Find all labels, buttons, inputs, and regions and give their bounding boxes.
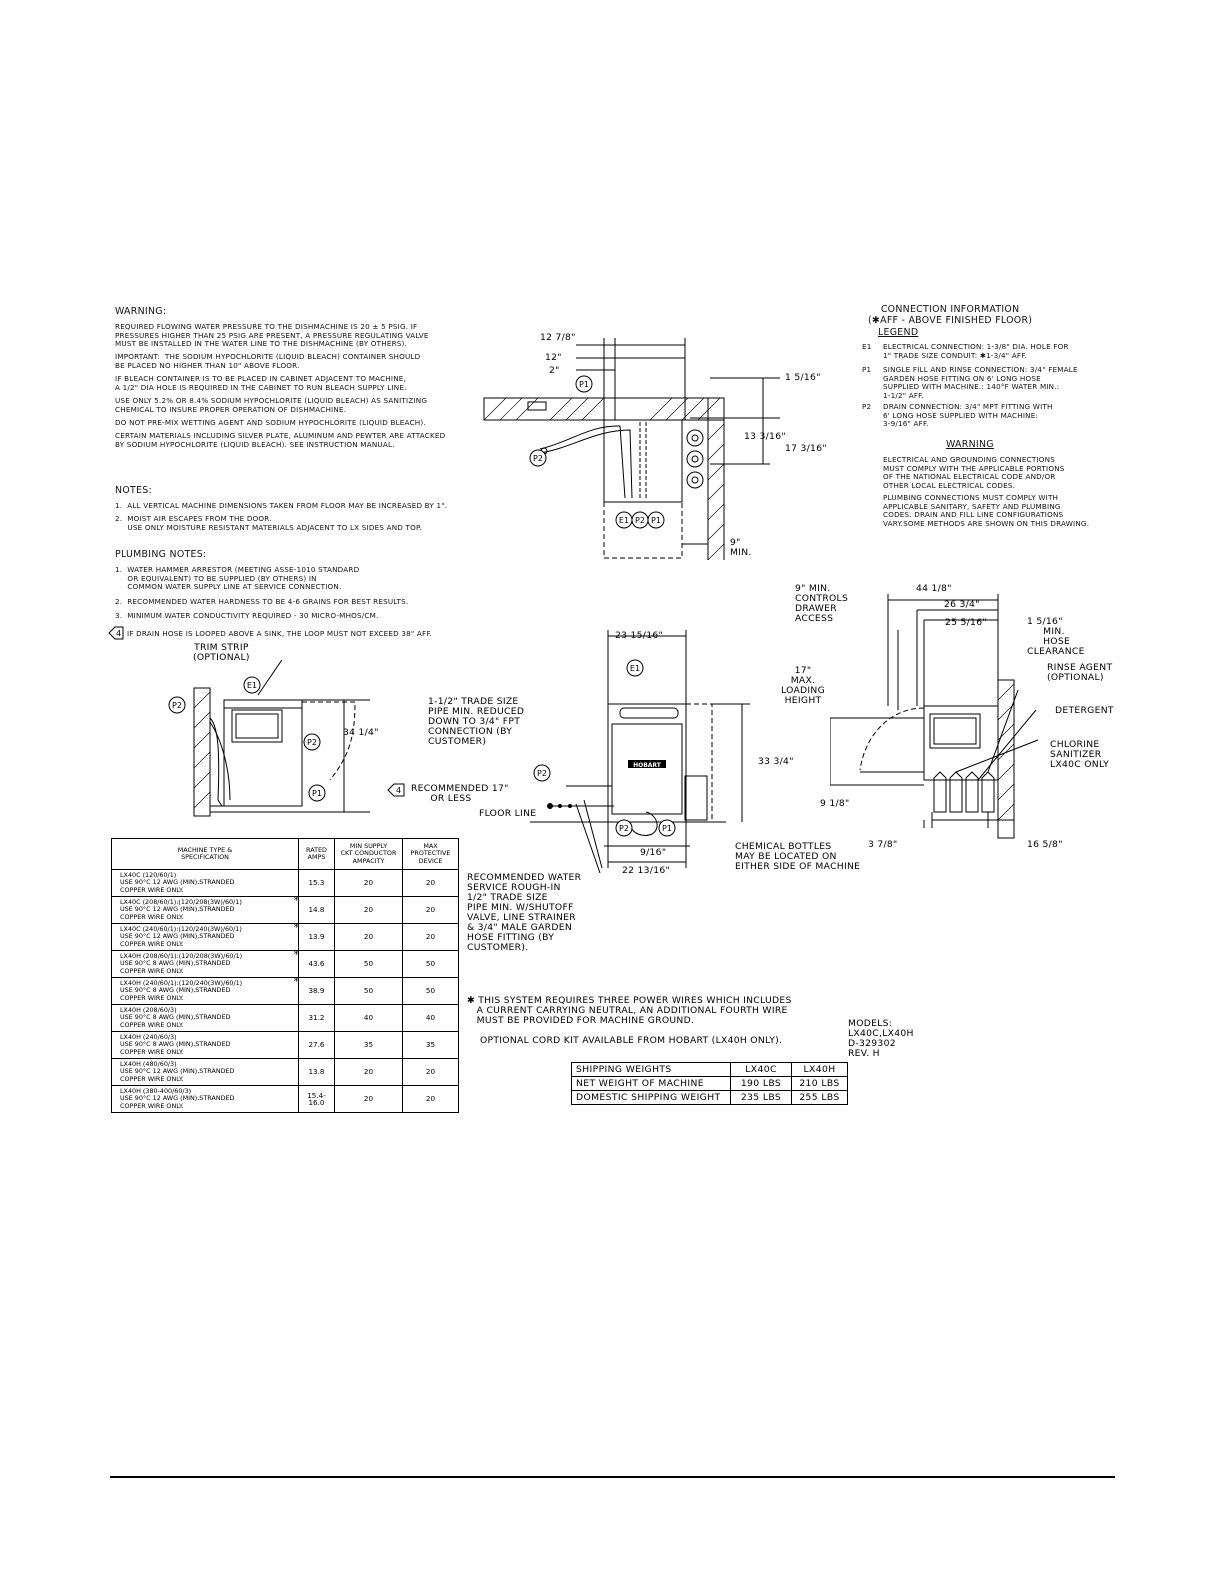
dim-26-3-4: 26 3/4" bbox=[944, 599, 980, 610]
plumbing-notes-title: PLUMBING NOTES: bbox=[115, 549, 207, 560]
legend-title: LEGEND bbox=[878, 327, 919, 338]
dim-16-5-8: 16 5/8" bbox=[1027, 839, 1063, 850]
asterisk-marker: * bbox=[293, 894, 299, 907]
dim-9-16: 9/16" bbox=[640, 847, 667, 858]
dim-44-1-8: 44 1/8" bbox=[916, 583, 952, 594]
trim-strip-label: TRIM STRIP (OPTIONAL) bbox=[193, 642, 250, 663]
spec-min-cell: 20 bbox=[335, 1086, 403, 1113]
spec-amps-cell: 14.8 bbox=[299, 897, 335, 924]
table-row bbox=[112, 1032, 459, 1059]
table-row bbox=[112, 951, 459, 978]
table-row bbox=[112, 978, 459, 1005]
spec-cell: LX40H (240/60/1):(120/240(3W)/60/1) USE 90°C 8 AWG (MIN),STRANDED COPPER WIRE ONLY. * bbox=[112, 978, 299, 1005]
footer-rule bbox=[110, 1476, 1115, 1478]
warning-block bbox=[115, 323, 445, 454]
spec-amps-cell: 13.8 bbox=[299, 1059, 335, 1086]
spec-max-cell: 35 bbox=[403, 1032, 459, 1059]
table-row bbox=[572, 1091, 848, 1105]
spec-cell: LX40C (120/60/1) USE 90°C 12 AWG (MIN),STRANDED COPPER WIRE ONLY. bbox=[112, 870, 299, 897]
spec-max-cell: 20 bbox=[403, 1059, 459, 1086]
right-side-view-drawing bbox=[830, 590, 1050, 840]
connection-warning-plumbing: PLUMBING CONNECTIONS MUST COMPLY WITH APPLICABLE SANITARY, SAFETY AND PLUMBING CODES. DRAIN AND FILL LINE CONFIGURATIONS VARY.SOME METHODS ARE SHOWN ON THIS DRAWING. bbox=[883, 493, 1090, 528]
ship-row-value: 190 LBS bbox=[731, 1077, 792, 1091]
spec-max-cell: 20 bbox=[403, 1086, 459, 1113]
ship-header-lx40c: LX40C bbox=[731, 1063, 792, 1077]
plumbing-notes-block: 1. WATER HAMMER ARRESTOR (MEETING ASSE-1010 STANDARD OR EQUIVALENT) TO BE SUPPLIED (BY OTHERS) IN COMMON WATER SUPPLY LINE AT SERVICE CONNECTION. 2. RECOMMENDED WATER HARDNESS TO BE 4-6 GRAINS FOR BEST RESULTS. 3. MINIMUM WATER CONDUCTIVITY REQUIRED - 30 MICRO-MHOS/CM. bbox=[115, 565, 409, 621]
spec-amps-cell: 43.6 bbox=[299, 951, 335, 978]
left-side-view-drawing bbox=[160, 660, 380, 820]
recommended-17-label: RECOMMENDED 17" OR LESS bbox=[411, 783, 509, 804]
spec-max-cell: 40 bbox=[403, 1005, 459, 1032]
dim-9-min: 9" MIN. bbox=[730, 537, 752, 558]
spec-cell: LX40H (480/60/3) USE 90°C 12 AWG (MIN),STRANDED COPPER WIRE ONLY. bbox=[112, 1059, 299, 1086]
ship-row-value: 210 LBS bbox=[792, 1077, 848, 1091]
svg-text:P1: P1 bbox=[662, 824, 672, 833]
spec-cell: LX40H (240/60/3) USE 90°C 8 AWG (MIN),STRANDED COPPER WIRE ONLY. bbox=[112, 1032, 299, 1059]
table-row bbox=[112, 870, 459, 897]
dim-25-5-16: 25 5/16" bbox=[945, 617, 987, 628]
ship-row-label: NET WEIGHT OF MACHINE bbox=[572, 1077, 731, 1091]
spec-min-cell: 40 bbox=[335, 1005, 403, 1032]
loading-height: 17" MAX. LOADING HEIGHT bbox=[781, 665, 826, 706]
notes-block: 1. ALL VERTICAL MACHINE DIMENSIONS TAKEN FROM FLOOR MAY BE INCREASED BY 1". 2. MOIST AIR ESCAPES FROM THE DOOR. USE ONLY MOISTURE RESISTANT MATERIALS ADJACENT TO LX SIDES AND TOP. bbox=[115, 501, 448, 532]
spec-min-cell: 50 bbox=[335, 978, 403, 1005]
dim-3-7-8: 3 7/8" bbox=[868, 839, 898, 850]
spec-cell: LX40C (240/60/1):(120/240(3W)/60/1) USE 90°C 12 AWG (MIN),STRANDED COPPER WIRE ONLY. * bbox=[112, 924, 299, 951]
dim-23-15-16: 23 15/16" bbox=[615, 630, 664, 641]
spec-min-cell: 20 bbox=[335, 897, 403, 924]
water-service-note: RECOMMENDED WATER SERVICE ROUGH-IN 1/2" TRADE SIZE PIPE MIN. W/SHUTOFF VALVE, LINE STRAINER & 3/4" MALE GARDEN HOSE FITTING (BY CUSTOMER). bbox=[467, 872, 582, 953]
chemical-bottles-note: CHEMICAL BOTTLES MAY BE LOCATED ON EITHER SIDE OF MACHINE bbox=[735, 841, 861, 872]
svg-text:P2: P2 bbox=[635, 516, 645, 525]
asterisk-marker: * bbox=[293, 948, 299, 961]
warning-paragraph: REQUIRED FLOWING WATER PRESSURE TO THE DISHMACHINE IS 20 ± 5 PSIG. IF PRESSURES HIGHER THAN 25 PSIG ARE PRESENT, A PRESSURE REGULATING VALVE MUST BE INSTALLED IN THE WATER LINE TO THE DISHMACHINE (BY OTHERS). IMPORTANT: THE SODIUM HYPOCHLORITE (LIQUID BLEACH) CONTAINER SHOULD BE PLACED NO HIGHER THAN 10" ABOVE FLOOR. IF BLEACH CONTAINER IS TO BE PLACED IN CABINET ADJACENT TO MACHINE, A 1/2" DIA HOLE IS REQUIRED IN THE CABINET TO RUN BLEACH SUPPLY LINE. USE ONLY 5.2% OR 8.4% SODIUM HYPOCHLORITE (LIQUID BLEACH) AS SANITIZING CHEMICAL TO INSURE PROPER OPERATION OF DISHMACHINE. DO NOT PRE-MIX WETTING AGENT AND SODIUM HYPOCHLORITE (LIQUID BLEACH). CERTAIN MATERIALS INCLUDING SILVER PLATE, ALUMINUM AND PEWTER ARE ATTACKED BY SODIUM HYPOCHLORITE (LIQUID BLEACH). SEE INSTRUCTION MANUAL. bbox=[115, 322, 446, 449]
table-row bbox=[572, 1077, 848, 1091]
svg-text:P2: P2 bbox=[307, 738, 317, 747]
spec-amps-cell: 31.2 bbox=[299, 1005, 335, 1032]
note-4-flag-icon-front bbox=[386, 782, 408, 798]
spec-min-cell: 20 bbox=[335, 870, 403, 897]
detergent-label: DETERGENT bbox=[1055, 705, 1114, 716]
pipe-note: 1-1/2" TRADE SIZE PIPE MIN. REDUCED DOWN TO 3/4" FPT CONNECTION (BY CUSTOMER) bbox=[428, 696, 525, 747]
svg-text:HOBART: HOBART bbox=[633, 762, 661, 769]
models-block: MODELS: LX40C,LX40H D-329302 REV. H bbox=[848, 1018, 914, 1059]
spec-amps-cell: 15.3 bbox=[299, 870, 335, 897]
connection-warning-title: WARNING bbox=[946, 439, 994, 450]
note-4-flag-icon bbox=[107, 625, 127, 641]
table-row bbox=[112, 1086, 459, 1113]
chlorine-sanitizer-label: CHLORINE SANITIZER LX40C ONLY bbox=[1050, 739, 1110, 770]
svg-text:E1: E1 bbox=[629, 664, 641, 673]
dim-13-3-16: 13 3/16" bbox=[744, 431, 786, 442]
spec-max-cell: 50 bbox=[403, 978, 459, 1005]
spec-cell: LX40H (208/60/1):(120/208(3W)/60/1) USE 90°C 8 AWG (MIN),STRANDED COPPER WIRE ONLY. * bbox=[112, 951, 299, 978]
svg-text:P2: P2 bbox=[172, 701, 182, 710]
hose-clearance: 1 5/16" MIN. HOSE CLEARANCE bbox=[1027, 616, 1085, 657]
connection-info-title: CONNECTION INFORMATION (✱AFF - ABOVE FINISHED FLOOR) bbox=[868, 304, 1033, 326]
table-row bbox=[112, 1005, 459, 1032]
svg-text:P1: P1 bbox=[651, 516, 661, 525]
floor-line-label: FLOOR LINE bbox=[479, 808, 537, 819]
spec-amps-cell: 38.9 bbox=[299, 978, 335, 1005]
rinse-agent-label: RINSE AGENT (OPTIONAL) bbox=[1047, 662, 1113, 683]
cord-kit-note: OPTIONAL CORD KIT AVAILABLE FROM HOBART (LX40H ONLY). bbox=[480, 1035, 783, 1046]
plumbing-note-4: IF DRAIN HOSE IS LOOPED ABOVE A SINK, THE LOOP MUST NOT EXCEED 38" AFF. bbox=[127, 629, 433, 638]
legend-text-p2: DRAIN CONNECTION: 3/4" MPT FITTING WITH 6' LONG HOSE SUPPLIED WITH MACHINE: 3-9/16" AFF. bbox=[883, 402, 1053, 429]
legend-code-p1: P1 bbox=[862, 365, 872, 374]
svg-text:P1: P1 bbox=[312, 789, 322, 798]
controls-drawer-access: 9" MIN. CONTROLS DRAWER ACCESS bbox=[795, 583, 849, 624]
ship-row-value: 255 LBS bbox=[792, 1091, 848, 1105]
legend-text-p1: SINGLE FILL AND RINSE CONNECTION: 3/4" FEMALE GARDEN HOSE FITTING ON 6' LONG HOSE SUPPLIED WITH MACHINE.: 140°F WATER MIN.: 1-1/2" AFF. bbox=[883, 365, 1078, 400]
svg-text:E1: E1 bbox=[246, 681, 258, 690]
header-max-protective: MAX PROTECTIVE DEVICE bbox=[403, 839, 459, 870]
dim-12-7-8: 12 7/8" bbox=[540, 332, 576, 343]
dim-2: 2" bbox=[549, 365, 560, 376]
notes-title: NOTES: bbox=[115, 485, 152, 496]
table-header-row bbox=[112, 839, 459, 870]
dim-1-5-16: 1 5/16" bbox=[785, 372, 821, 383]
svg-text:P2: P2 bbox=[537, 769, 547, 778]
dim-33-3-4: 33 3/4" bbox=[758, 756, 794, 767]
electrical-spec-table bbox=[111, 838, 459, 1113]
table-row bbox=[112, 924, 459, 951]
top-view-drawing bbox=[480, 330, 780, 560]
spec-cell: LX40H (380-400/60/3) USE 90°C 12 AWG (MIN),STRANDED COPPER WIRE ONLY. bbox=[112, 1086, 299, 1113]
connection-warning-electrical: ELECTRICAL AND GROUNDING CONNECTIONS MUST COMPLY WITH THE APPLICABLE PORTIONS OF THE NATIONAL ELECTRICAL CODE AND/OR OTHER LOCAL ELECTRICAL CODES. bbox=[883, 455, 1065, 490]
warning-title: WARNING: bbox=[115, 306, 167, 317]
legend-code-e1: E1 bbox=[862, 342, 872, 351]
table-row bbox=[112, 1059, 459, 1086]
spec-cell: LX40H (208/60/3) USE 90°C 8 AWG (MIN),STRANDED COPPER WIRE ONLY. bbox=[112, 1005, 299, 1032]
spec-amps-cell: 15.4- 16.0 bbox=[299, 1086, 335, 1113]
asterisk-marker: * bbox=[293, 975, 299, 988]
spec-cell: LX40C (208/60/1):(120/208(3W)/60/1) USE 90°C 12 AWG (MIN),STRANDED COPPER WIRE ONLY. * bbox=[112, 897, 299, 924]
front-view-drawing bbox=[530, 628, 760, 878]
spec-min-cell: 20 bbox=[335, 1059, 403, 1086]
ship-row-value: 235 LBS bbox=[731, 1091, 792, 1105]
spec-min-cell: 35 bbox=[335, 1032, 403, 1059]
dim-9-1-8: 9 1/8" bbox=[820, 798, 850, 809]
spec-min-cell: 50 bbox=[335, 951, 403, 978]
dim-34-1-4: 34 1/4" bbox=[343, 727, 379, 738]
svg-text:E1: E1 bbox=[618, 516, 630, 525]
header-machine-type: MACHINE TYPE & SPECIFICATION bbox=[112, 839, 299, 870]
spec-max-cell: 20 bbox=[403, 897, 459, 924]
ship-header-title: SHIPPING WEIGHTS bbox=[572, 1063, 731, 1077]
legend-text-e1: ELECTRICAL CONNECTION: 1-3/8" DIA. HOLE FOR 1" TRADE SIZE CONDUIT: ✱1-3/4" AFF. bbox=[883, 342, 1069, 360]
dim-17-3-16: 17 3/16" bbox=[785, 443, 827, 454]
dim-22-13-16: 22 13/16" bbox=[622, 865, 671, 876]
svg-text:P1: P1 bbox=[579, 380, 589, 389]
shipping-weights-table bbox=[571, 1062, 848, 1105]
spec-amps-cell: 13.9 bbox=[299, 924, 335, 951]
ship-header-lx40h: LX40H bbox=[792, 1063, 848, 1077]
spec-amps-cell: 27.6 bbox=[299, 1032, 335, 1059]
svg-text:P2: P2 bbox=[619, 824, 629, 833]
table-row bbox=[572, 1063, 848, 1077]
asterisk-marker: * bbox=[293, 921, 299, 934]
spec-max-cell: 20 bbox=[403, 870, 459, 897]
spec-max-cell: 20 bbox=[403, 924, 459, 951]
ship-row-label: DOMESTIC SHIPPING WEIGHT bbox=[572, 1091, 731, 1105]
header-min-supply: MIN SUPPLY CKT CONDUCTOR AMPACITY bbox=[335, 839, 403, 870]
table-row bbox=[112, 897, 459, 924]
svg-text:4: 4 bbox=[116, 629, 122, 638]
spec-max-cell: 50 bbox=[403, 951, 459, 978]
dim-12: 12" bbox=[545, 352, 562, 363]
svg-text:P2: P2 bbox=[533, 454, 543, 463]
header-rated-amps: RATED AMPS bbox=[299, 839, 335, 870]
three-wire-note: ✱ THIS SYSTEM REQUIRES THREE POWER WIRES WHICH INCLUDES A CURRENT CARRYING NEUTRAL, AN ADDITIONAL FOURTH WIRE MUST BE PROVIDED FOR MACHINE GROUND. bbox=[467, 995, 792, 1026]
spec-min-cell: 20 bbox=[335, 924, 403, 951]
legend-code-p2: P2 bbox=[862, 402, 872, 411]
svg-text:4: 4 bbox=[396, 786, 402, 795]
